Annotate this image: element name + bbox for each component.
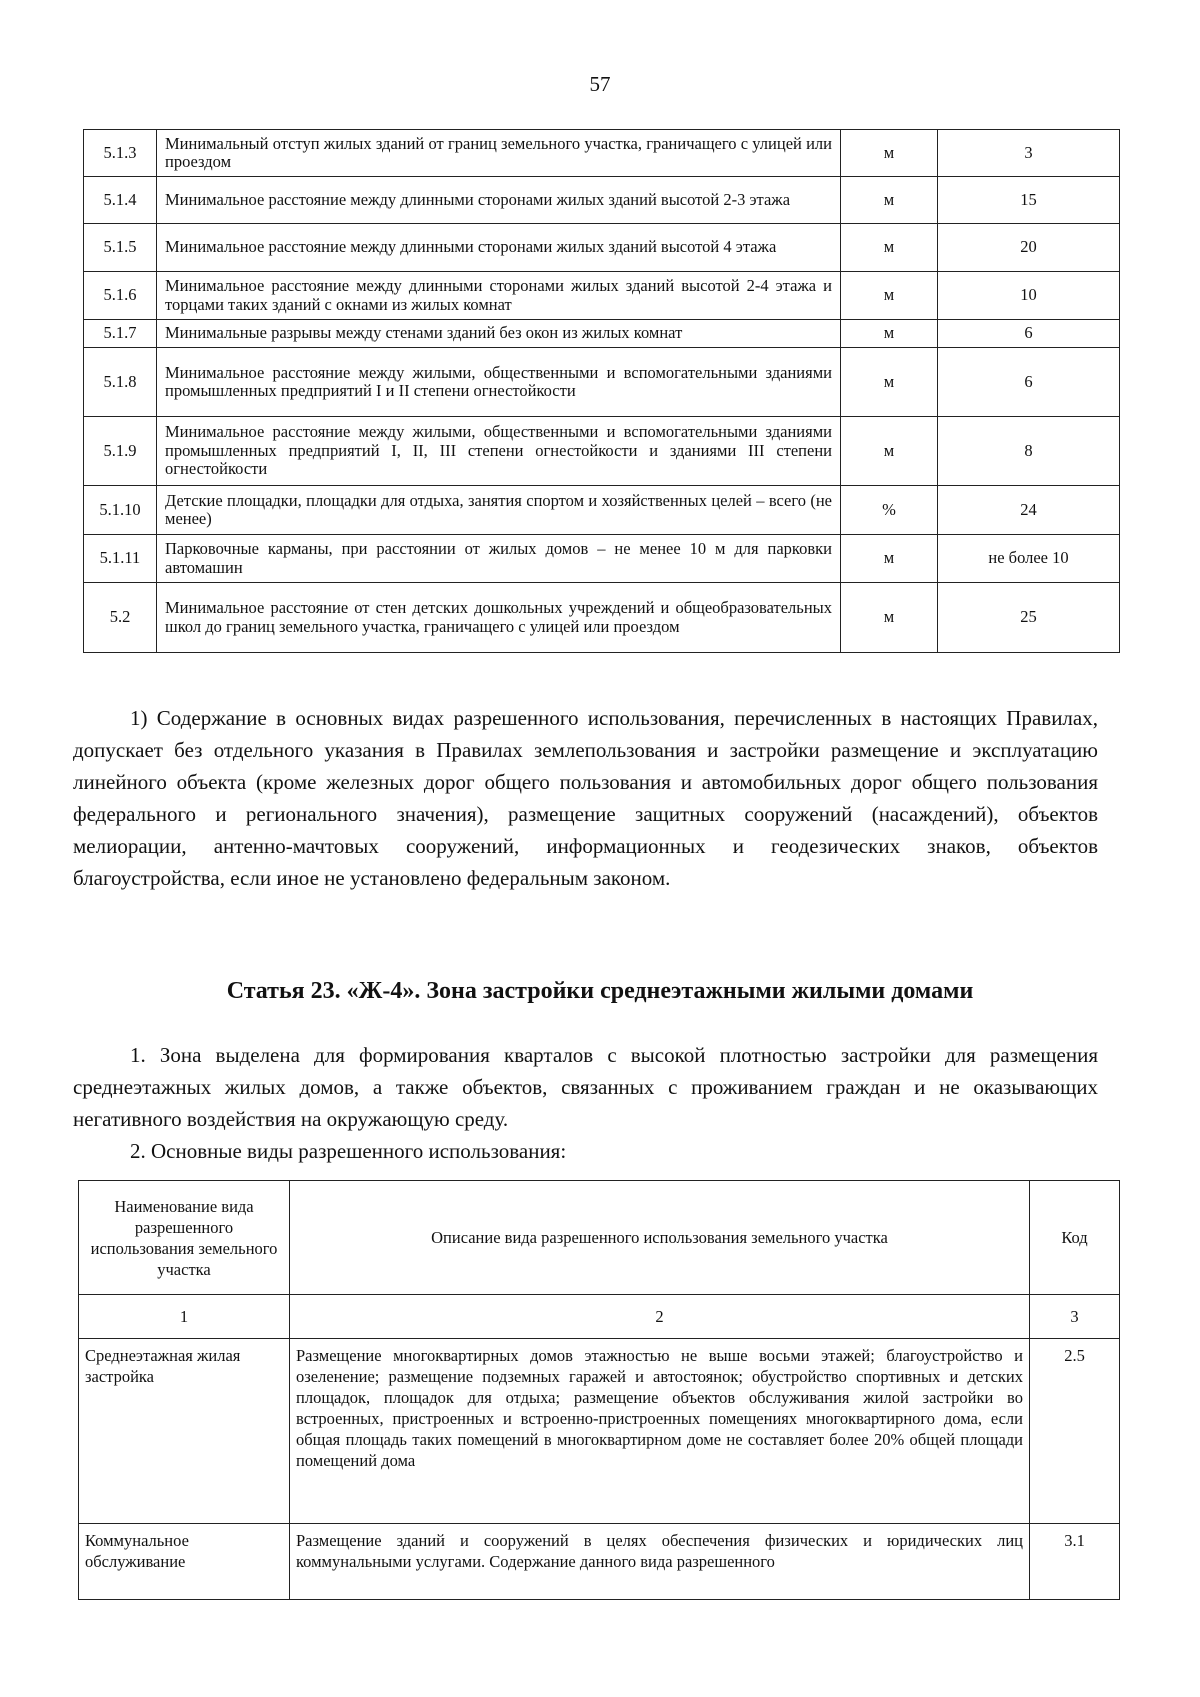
column-header-code: Код	[1030, 1181, 1120, 1295]
value: 24	[938, 486, 1120, 535]
parameter-description: Минимальное расстояние между жилыми, общественными и вспомогательными зданиями промышленных предприятий I и II степени огнестойкости	[157, 348, 841, 417]
value: 6	[938, 320, 1120, 348]
table-row	[84, 583, 1120, 653]
row-number: 5.1.11	[84, 535, 157, 583]
parameter-description: Минимальные разрывы между стенами зданий без окон из жилых комнат	[157, 320, 841, 348]
unit: %	[841, 486, 938, 535]
column-header-description: Описание вида разрешенного использования земельного участка	[290, 1181, 1030, 1295]
row-number: 5.1.5	[84, 224, 157, 272]
value: 10	[938, 272, 1120, 320]
footnote-paragraph: 1) Содержание в основных видах разрешенного использования, перечисленных в настоящих Правилах, допускает без отдельного указания в Правилах землепользования и застройки размещение и эксплуатацию линейного объекта (кроме железных дорог общего пользования и автомобильных дорог общего пользования федерального и регионального значения), размещение защитных сооружений (насаждений), объектов мелиорации, антенно-мачтовых сооружений, информационных и геодезических знаков, объектов благоустройства, если иное не установлено федеральным законом.	[73, 706, 1098, 890]
parameter-description: Минимальный отступ жилых зданий от границ земельного участка, граничащего с улицей или проездом	[157, 130, 841, 177]
table-row	[84, 486, 1120, 535]
table-row	[84, 272, 1120, 320]
unit: м	[841, 272, 938, 320]
unit: м	[841, 177, 938, 224]
row-number: 5.1.8	[84, 348, 157, 417]
table-row	[79, 1524, 1120, 1600]
table-row	[84, 348, 1120, 417]
unit: м	[841, 320, 938, 348]
unit: м	[841, 130, 938, 177]
use-name: Коммунальное обслуживание	[79, 1524, 290, 1600]
use-code: 2.5	[1030, 1339, 1120, 1524]
row-number: 5.1.7	[84, 320, 157, 348]
use-description: Размещение многоквартирных домов этажностью не выше восьми этажей; благоустройство и озеленение; размещение подземных гаражей и автостоянок; обустройство спортивных и детских площадок, площадок для отдыха; размещение объектов обслуживания жилой застройки во встроенных, пристроенных и встроенно-пристроенных помещениях многоквартирного дома, если общая площадь таких помещений в многоквартирном доме не составляет более 20% общей площади помещений дома	[290, 1339, 1030, 1524]
main-uses-intro: 2. Основные виды разрешенного использования:	[130, 1139, 567, 1163]
parameter-description: Минимальное расстояние от стен детских дошкольных учреждений и общеобразовательных школ до границ земельного участка, граничащего с улицей или проездом	[157, 583, 841, 653]
parameter-description: Детские площадки, площадки для отдыха, занятия спортом и хозяйственных целей – всего (не менее)	[157, 486, 841, 535]
unit: м	[841, 348, 938, 417]
table-row	[84, 535, 1120, 583]
value: 15	[938, 177, 1120, 224]
use-description: Размещение зданий и сооружений в целях обеспечения физических и юридических лиц коммунальными услугами. Содержание данного вида разрешенного	[290, 1524, 1030, 1600]
unit: м	[841, 417, 938, 486]
value: 25	[938, 583, 1120, 653]
column-number-row	[79, 1295, 1120, 1339]
permitted-uses-table	[78, 1180, 1120, 1600]
row-number: 5.1.6	[84, 272, 157, 320]
value: 8	[938, 417, 1120, 486]
zone-description-paragraph: 1. Зона выделена для формирования кварталов с высокой плотностью застройки для размещения среднеэтажных жилых домов, а также объектов, связанных с проживанием граждан и не оказывающих негативного воздействия на окружающую среду.	[73, 1043, 1098, 1131]
row-number: 5.2	[84, 583, 157, 653]
row-number: 5.1.3	[84, 130, 157, 177]
column-header-name: Наименование вида разрешенного использования земельного участка	[79, 1181, 290, 1295]
column-number: 2	[290, 1295, 1030, 1339]
unit: м	[841, 583, 938, 653]
table-row	[84, 417, 1120, 486]
table-row	[84, 177, 1120, 224]
table-row	[84, 224, 1120, 272]
use-name: Среднеэтажная жилая застройка	[79, 1339, 290, 1524]
regulation-parameters-table	[83, 129, 1120, 653]
parameter-description: Минимальное расстояние между жилыми, общественными и вспомогательными зданиями промышленных предприятий I, II, III степени огнестойкости и зданиями III степени огнестойкости	[157, 417, 841, 486]
table-row	[79, 1339, 1120, 1524]
parameter-description: Минимальное расстояние между длинными сторонами жилых зданий высотой 4 этажа	[157, 224, 841, 272]
column-number: 3	[1030, 1295, 1120, 1339]
unit: м	[841, 535, 938, 583]
column-number: 1	[79, 1295, 290, 1339]
use-code: 3.1	[1030, 1524, 1120, 1600]
table-row	[84, 320, 1120, 348]
parameter-description: Парковочные карманы, при расстоянии от жилых домов – не менее 10 м для парковки автомашин	[157, 535, 841, 583]
row-number: 5.1.9	[84, 417, 157, 486]
parameter-description: Минимальное расстояние между длинными сторонами жилых зданий высотой 2-3 этажа	[157, 177, 841, 224]
value: не более 10	[938, 535, 1120, 583]
value: 3	[938, 130, 1120, 177]
parameter-description: Минимальное расстояние между длинными сторонами жилых зданий высотой 2-4 этажа и торцами таких зданий с окнами из жилых комнат	[157, 272, 841, 320]
value: 6	[938, 348, 1120, 417]
table-header-row	[79, 1181, 1120, 1295]
page-number: 57	[589, 72, 611, 96]
row-number: 5.1.4	[84, 177, 157, 224]
article-heading: Статья 23. «Ж-4». Зона застройки среднеэтажными жилыми домами	[226, 978, 974, 1004]
value: 20	[938, 224, 1120, 272]
row-number: 5.1.10	[84, 486, 157, 535]
unit: м	[841, 224, 938, 272]
table-row	[84, 130, 1120, 177]
